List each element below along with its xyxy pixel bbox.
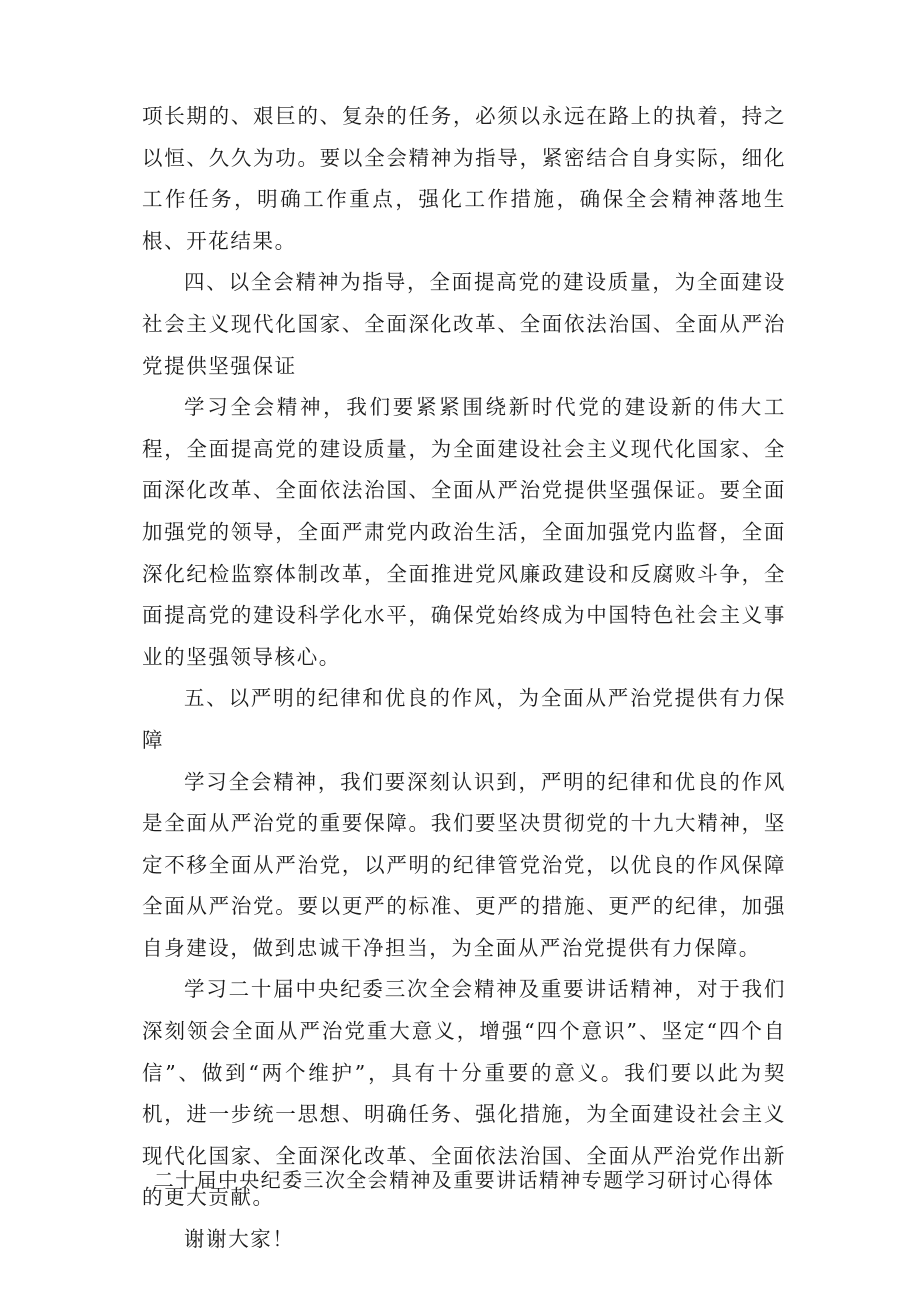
section-heading-five: 五、以严明的纪律和优良的作风，为全面从严治党提供有力保障: [142, 686, 786, 752]
closing-thanks: 谢谢大家！: [184, 1227, 295, 1252]
next-article-title: 二十届中央纪委三次全会精神及重要讲话精神专题学习研讨心得体: [153, 1168, 775, 1192]
paragraph-section-five: 学习全会精神，我们要深刻认识到，严明的纪律和优良的作风是全面从严治党的重要保障。我们要坚决贯彻党的十九大精神，坚定不移全面从严治党，以严明的纪律管党治党，以优良的作风保障全面从严治党。要以更严的标准、更严的措施、更严的纪律，加强自身建设，做到忠诚干净担当，为全面从严治党提供有力保障。: [142, 769, 786, 960]
paragraph-continuation: 项长期的、艰巨的、复杂的任务，必须以永远在路上的执着，持之以恒、久久为功。要以全会精神为指导，紧密结合自身实际，细化工作任务，明确工作重点，强化工作措施，确保全会精神落地生根、开花结果。: [142, 104, 786, 253]
section-heading-four: 四、以全会精神为指导，全面提高党的建设质量，为全面建设社会主义现代化国家、全面深化改革、全面依法治国、全面从严治党提供坚强保证: [142, 270, 786, 378]
document-body: [142, 96, 786, 1261]
paragraph-conclusion: 学习二十届中央纪委三次全会精神及重要讲话精神，对于我们深刻领会全面从严治党重大意义，增强“四个意识”、坚定“四个自信”、做到“两个维护”，具有十分重要的意义。我们要以此为契机，进一步统一思想、明确任务、强化措施，为全面建设社会主义现代化国家、全面深化改革、全面依法治国、全面从严治党作出新的更大贡献。: [142, 977, 786, 1210]
paragraph-section-four: 学习全会精神，我们要紧紧围绕新时代党的建设新的伟大工程，全面提高党的建设质量，为全面建设社会主义现代化国家、全面深化改革、全面依法治国、全面从严治党提供坚强保证。要全面加强党的领导，全面严肃党内政治生活，全面加强党内监督，全面深化纪检监察体制改革，全面推进党风廉政建设和反腐败斗争，全面提高党的建设科学化水平，确保党始终成为中国特色社会主义事业的坚强领导核心。: [142, 395, 786, 669]
